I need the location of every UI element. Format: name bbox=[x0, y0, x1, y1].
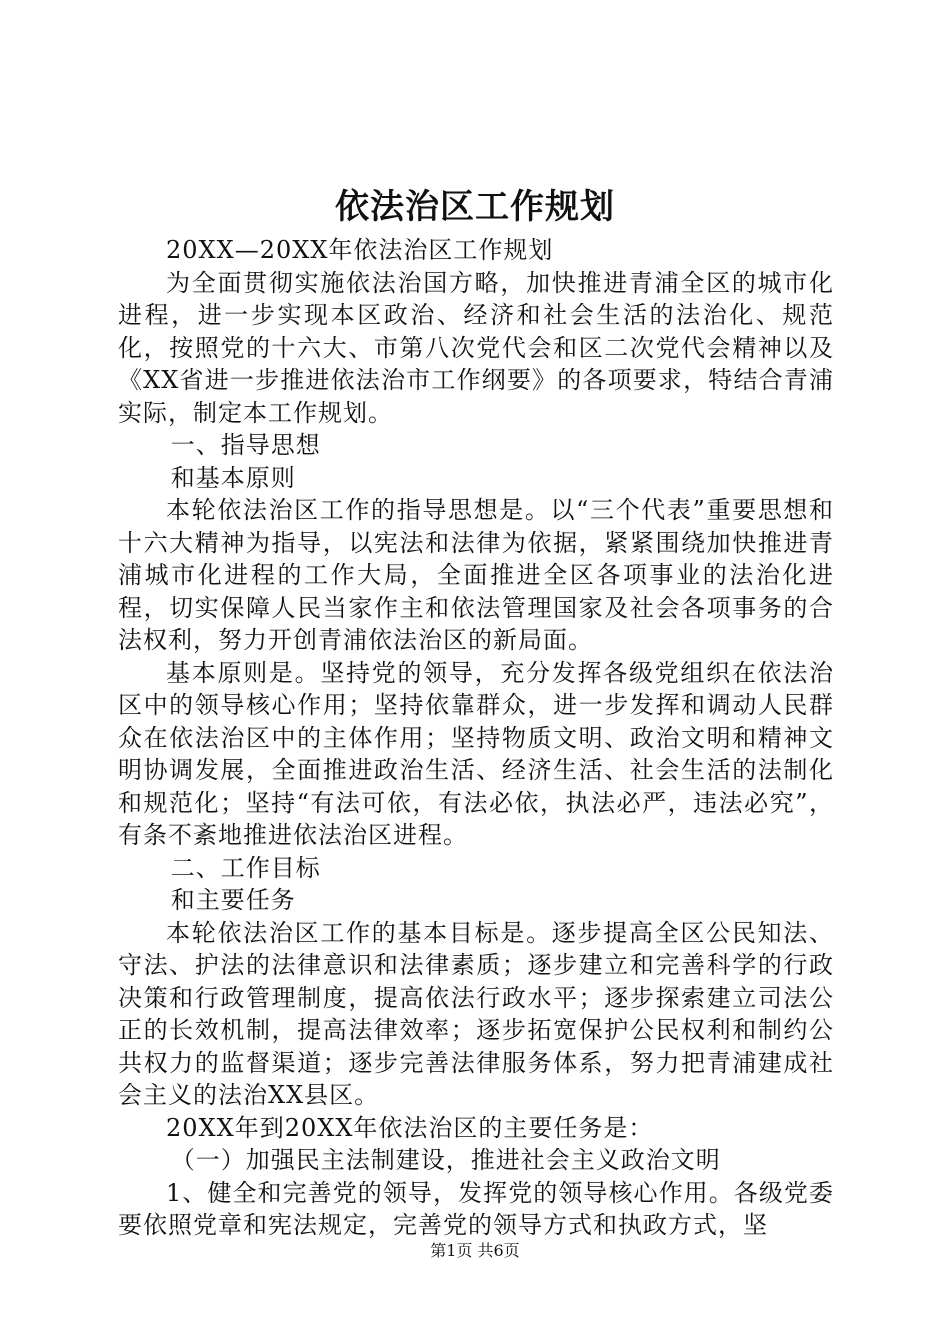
section-heading-2-cont: 和主要任务 bbox=[170, 886, 296, 914]
paragraph-item-1: 1、健全和完善党的领导，发挥党的领导核心作用。各级党委要依照党章和宪法规定，完善党的领导方式和执政方式，坚 bbox=[118, 1178, 834, 1239]
section-heading-2: 二、工作目标 bbox=[170, 853, 321, 882]
paragraph-main-tasks: 20XX年到20XX年依法治区的主要任务是： bbox=[166, 1113, 654, 1142]
section-heading-1-cont: 和基本原则 bbox=[170, 463, 296, 492]
paragraph-intro: 为全面贯彻实施依法治国方略，加快推进青浦全区的城市化进程，进一步实现本区政治、经济和社会生活的法治化、规范化，按照党的十六大、市第八次党代会和区二次党代会精神以及《XX省进一步推进依法治市工作纲要》的各项要求，特结合青浦实际，制定本工作规划。 bbox=[118, 268, 834, 427]
section-heading-1: 一、指导思想 bbox=[170, 431, 321, 459]
document-body bbox=[118, 234, 834, 1242]
paragraph-subtitle: 20XX—20XX年依法治区工作规划 bbox=[166, 236, 554, 264]
paragraph-basic-principles: 基本原则是。坚持党的领导，充分发挥各级党组织在依法治区中的领导核心作用；坚持依靠群众，进一步发挥和调动人民群众在依法治区中的主体作用；坚持物质文明、政治文明和精神文明协调发展，全面推进政治生活、经济生活、社会生活的法制化和规范化；坚持“有法可依，有法必依，执法必严，违法必究”，有条不紊地推进依法治区进程。 bbox=[118, 658, 834, 849]
subsection-heading-1: （一）加强民主法制建设，推进社会主义政治文明 bbox=[170, 1146, 721, 1174]
paragraph-basic-goals: 本轮依法治区工作的基本目标是。逐步提高全区公民知法、守法、护法的法律意识和法律素质；逐步建立和完善科学的行政决策和行政管理制度，提高依法行政水平；逐步探索建立司法公正的长效机制，提高法律效率；逐步拓宽保护公民权利和制约公共权力的监督渠道；逐步完善法律服务体系，努力把青浦建成社会主义的法治XX县区。 bbox=[118, 918, 834, 1109]
page-number-footer: 第1页 共6页 bbox=[430, 1241, 520, 1260]
document-title: 依法治区工作规划 bbox=[335, 187, 615, 227]
paragraph-guiding-thought: 本轮依法治区工作的指导思想是。以“三个代表”重要思想和十六大精神为指导，以宪法和法律为依据，紧紧围绕加快推进青浦城市化进程的工作大局，全面推进全区各项事业的法治化进程，切实保障人民当家作主和依法管理国家及社会各项事务的合法权利，努力开创青浦依法治区的新局面。 bbox=[118, 496, 834, 654]
